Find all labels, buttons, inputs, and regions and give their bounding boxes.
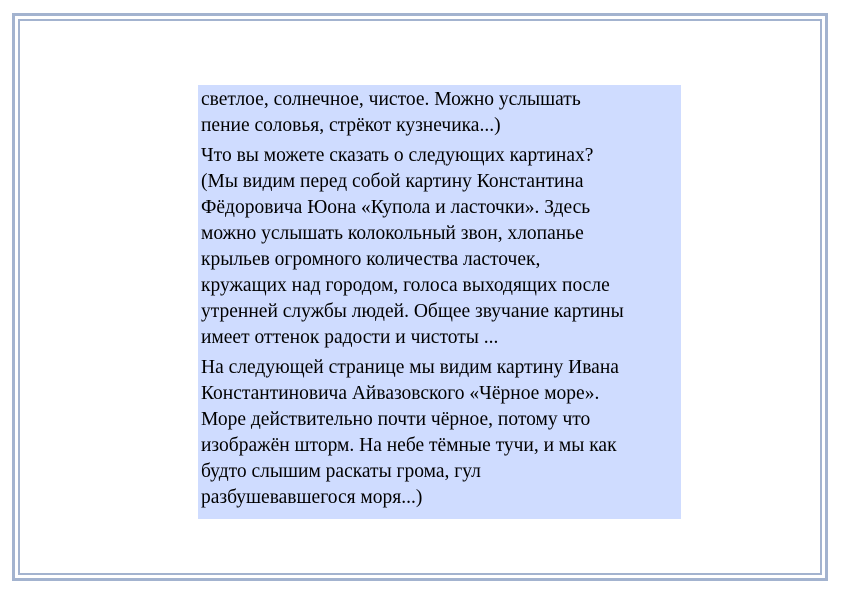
paragraph-3 <box>201 355 675 511</box>
text-line: изображён шторм. На небе тёмные тучи, и мы как <box>201 435 617 456</box>
text-line: Что вы можете сказать о следующих картинах? <box>201 145 594 166</box>
text-line: пение соловья, стрёкот кузнечика...) <box>201 115 501 136</box>
text-line: можно услышать колокольный звон, хлопанье <box>201 223 584 244</box>
text-line: будто слышим раскаты грома, гул <box>201 461 481 482</box>
text-line: крыльев огромного количества ласточек, <box>201 249 541 270</box>
text-line: Константиновича Айвазовского «Чёрное море». <box>201 383 600 404</box>
text-line: утренней службы людей. Общее звучание картины <box>201 301 624 322</box>
text-line: (Мы видим перед собой картину Константина <box>201 171 584 192</box>
text-line: На следующей странице мы видим картину Ивана <box>201 357 619 378</box>
text-line: кружащих над городом, голоса выходящих после <box>201 275 610 296</box>
text-line: Фёдоровича Юона «Купола и ласточки». Здесь <box>201 197 591 218</box>
text-line: светлое, солнечное, чистое. Можно услышать <box>201 89 581 110</box>
text-line: Море действительно почти чёрное, потому что <box>201 409 591 430</box>
text-line: имеет оттенок радости и чистоты ... <box>201 327 499 348</box>
paragraph-2 <box>201 143 675 351</box>
text-line: разбушевавшегося моря...) <box>201 487 423 508</box>
paragraph-1 <box>201 87 675 139</box>
text-block <box>198 85 681 519</box>
